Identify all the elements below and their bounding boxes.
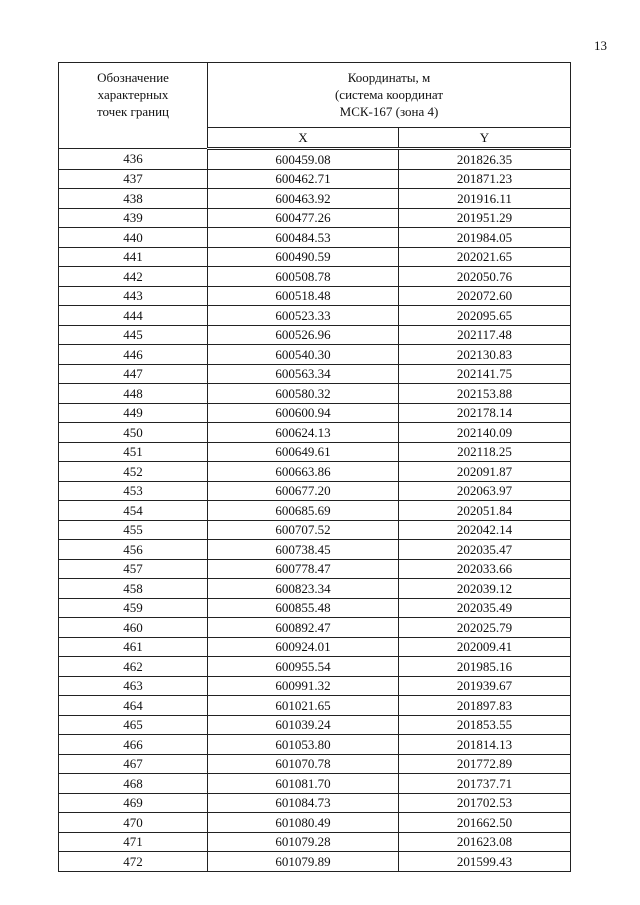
- x-cell: 600508.78: [208, 267, 399, 287]
- table-row: [59, 696, 571, 716]
- table-row: [59, 364, 571, 384]
- x-cell: 600663.86: [208, 462, 399, 482]
- y-cell: 202072.60: [399, 286, 571, 306]
- point-cell: 464: [59, 696, 208, 716]
- y-cell: 202141.75: [399, 364, 571, 384]
- point-cell: 441: [59, 247, 208, 267]
- point-cell: 472: [59, 852, 208, 872]
- y-cell: 201916.11: [399, 189, 571, 209]
- y-cell: 202035.49: [399, 598, 571, 618]
- point-cell: 461: [59, 637, 208, 657]
- y-column-header: Y: [399, 128, 571, 149]
- y-cell: 201662.50: [399, 813, 571, 833]
- point-cell: 462: [59, 657, 208, 677]
- table-row: [59, 442, 571, 462]
- point-cell: 460: [59, 618, 208, 638]
- x-cell: 600526.96: [208, 325, 399, 345]
- y-cell: 201826.35: [399, 149, 571, 170]
- y-cell: 201623.08: [399, 832, 571, 852]
- y-cell: 201702.53: [399, 793, 571, 813]
- table-row: [59, 403, 571, 423]
- table-row: [59, 169, 571, 189]
- table-row: [59, 559, 571, 579]
- x-cell: 600518.48: [208, 286, 399, 306]
- table-row: [59, 715, 571, 735]
- table-row: [59, 832, 571, 852]
- y-cell: 201814.13: [399, 735, 571, 755]
- table-row: [59, 852, 571, 872]
- y-cell: 202153.88: [399, 384, 571, 404]
- x-cell: 600484.53: [208, 228, 399, 248]
- coords-header-line: Координаты, м: [347, 70, 431, 85]
- x-cell: 600490.59: [208, 247, 399, 267]
- y-cell: 201737.71: [399, 774, 571, 794]
- table-row: [59, 774, 571, 794]
- table-row: [59, 813, 571, 833]
- table-row: [59, 676, 571, 696]
- table-row: [59, 793, 571, 813]
- y-cell: 202042.14: [399, 520, 571, 540]
- y-cell: 202130.83: [399, 345, 571, 365]
- x-cell: 600685.69: [208, 501, 399, 521]
- table-row: [59, 384, 571, 404]
- point-cell: 445: [59, 325, 208, 345]
- y-cell: 201772.89: [399, 754, 571, 774]
- y-cell: 202095.65: [399, 306, 571, 326]
- page-number: 13: [594, 38, 607, 53]
- x-cell: 600855.48: [208, 598, 399, 618]
- point-cell: 443: [59, 286, 208, 306]
- table-row: [59, 286, 571, 306]
- point-cell: 471: [59, 832, 208, 852]
- point-cell: 469: [59, 793, 208, 813]
- y-cell: 202091.87: [399, 462, 571, 482]
- x-column-header: X: [208, 128, 399, 149]
- table-row: [59, 637, 571, 657]
- point-header-line: точек границ: [96, 104, 170, 119]
- point-cell: 451: [59, 442, 208, 462]
- y-cell: 202118.25: [399, 442, 571, 462]
- point-cell: 453: [59, 481, 208, 501]
- point-header-line: Обозначение: [97, 70, 169, 85]
- x-cell: 600823.34: [208, 579, 399, 599]
- x-cell: 601079.89: [208, 852, 399, 872]
- coordinates-table: [58, 62, 571, 872]
- point-designation-header: [59, 63, 208, 149]
- table-row: [59, 520, 571, 540]
- table-row: [59, 540, 571, 560]
- x-cell: 601070.78: [208, 754, 399, 774]
- x-cell: 601053.80: [208, 735, 399, 755]
- point-cell: 463: [59, 676, 208, 696]
- point-cell: 439: [59, 208, 208, 228]
- y-cell: 202033.66: [399, 559, 571, 579]
- point-cell: 467: [59, 754, 208, 774]
- y-cell: 202117.48: [399, 325, 571, 345]
- x-cell: 600677.20: [208, 481, 399, 501]
- y-cell: 201871.23: [399, 169, 571, 189]
- point-cell: 466: [59, 735, 208, 755]
- point-cell: 447: [59, 364, 208, 384]
- x-cell: 601080.49: [208, 813, 399, 833]
- point-cell: 468: [59, 774, 208, 794]
- y-cell: 201853.55: [399, 715, 571, 735]
- point-cell: 448: [59, 384, 208, 404]
- point-cell: 436: [59, 149, 208, 170]
- point-cell: 450: [59, 423, 208, 443]
- x-cell: 600459.08: [208, 149, 399, 170]
- table-row: [59, 462, 571, 482]
- x-cell: 600462.71: [208, 169, 399, 189]
- point-cell: 438: [59, 189, 208, 209]
- y-cell: 202140.09: [399, 423, 571, 443]
- y-cell: 201897.83: [399, 696, 571, 716]
- point-cell: 456: [59, 540, 208, 560]
- x-cell: 601081.70: [208, 774, 399, 794]
- table-row: [59, 735, 571, 755]
- table-row: [59, 618, 571, 638]
- x-cell: 600540.30: [208, 345, 399, 365]
- point-cell: 442: [59, 267, 208, 287]
- y-cell: 201984.05: [399, 228, 571, 248]
- table-body: [59, 149, 571, 872]
- point-cell: 470: [59, 813, 208, 833]
- x-cell: 600955.54: [208, 657, 399, 677]
- table-row: [59, 149, 571, 170]
- point-cell: 458: [59, 579, 208, 599]
- table-row: [59, 501, 571, 521]
- y-cell: 201951.29: [399, 208, 571, 228]
- table-row: [59, 423, 571, 443]
- x-cell: 600463.92: [208, 189, 399, 209]
- point-cell: 459: [59, 598, 208, 618]
- x-cell: 600707.52: [208, 520, 399, 540]
- x-cell: 600924.01: [208, 637, 399, 657]
- point-header-line: характерных: [97, 87, 169, 102]
- y-cell: 202178.14: [399, 403, 571, 423]
- x-cell: 600600.94: [208, 403, 399, 423]
- y-cell: 202035.47: [399, 540, 571, 560]
- point-cell: 454: [59, 501, 208, 521]
- x-cell: 600563.34: [208, 364, 399, 384]
- table-row: [59, 345, 571, 365]
- point-cell: 452: [59, 462, 208, 482]
- x-cell: 600624.13: [208, 423, 399, 443]
- y-cell: 201939.67: [399, 676, 571, 696]
- x-cell: 600738.45: [208, 540, 399, 560]
- x-cell: 601021.65: [208, 696, 399, 716]
- y-cell: 202025.79: [399, 618, 571, 638]
- x-cell: 600991.32: [208, 676, 399, 696]
- point-cell: 465: [59, 715, 208, 735]
- y-cell: 202009.41: [399, 637, 571, 657]
- coords-header-line: МСК-167 (зона 4): [339, 104, 439, 119]
- coords-header-line: (система координат: [334, 87, 444, 102]
- table-row: [59, 754, 571, 774]
- table-row: [59, 228, 571, 248]
- point-cell: 444: [59, 306, 208, 326]
- point-cell: 449: [59, 403, 208, 423]
- table-row: [59, 325, 571, 345]
- table-row: [59, 598, 571, 618]
- y-cell: 202051.84: [399, 501, 571, 521]
- x-cell: 600477.26: [208, 208, 399, 228]
- y-cell: 201599.43: [399, 852, 571, 872]
- table-row: [59, 657, 571, 677]
- x-cell: 600523.33: [208, 306, 399, 326]
- x-cell: 600778.47: [208, 559, 399, 579]
- table-row: [59, 306, 571, 326]
- table-header: [59, 63, 571, 149]
- y-cell: 201985.16: [399, 657, 571, 677]
- x-cell: 601039.24: [208, 715, 399, 735]
- point-cell: 440: [59, 228, 208, 248]
- table-row: [59, 481, 571, 501]
- point-cell: 446: [59, 345, 208, 365]
- y-cell: 202063.97: [399, 481, 571, 501]
- point-cell: 457: [59, 559, 208, 579]
- y-cell: 202050.76: [399, 267, 571, 287]
- x-cell: 600580.32: [208, 384, 399, 404]
- x-cell: 601084.73: [208, 793, 399, 813]
- point-cell: 437: [59, 169, 208, 189]
- table-row: [59, 189, 571, 209]
- table-row: [59, 247, 571, 267]
- y-cell: 202021.65: [399, 247, 571, 267]
- table-row: [59, 267, 571, 287]
- x-cell: 600892.47: [208, 618, 399, 638]
- x-cell: 600649.61: [208, 442, 399, 462]
- coordinates-header: [208, 63, 571, 128]
- point-cell: 455: [59, 520, 208, 540]
- x-cell: 601079.28: [208, 832, 399, 852]
- table-row: [59, 208, 571, 228]
- table-row: [59, 579, 571, 599]
- y-cell: 202039.12: [399, 579, 571, 599]
